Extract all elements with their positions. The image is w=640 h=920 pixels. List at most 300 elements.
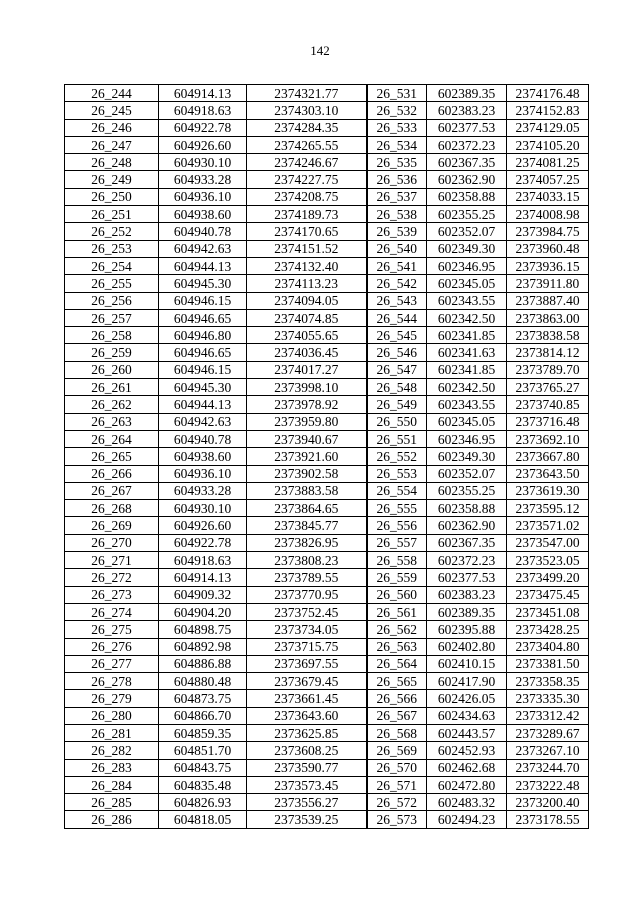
y-coordinate-left: 2373998.10 <box>247 379 367 396</box>
x-coordinate-left: 604926.60 <box>159 136 247 153</box>
table-row <box>65 552 589 569</box>
table-row <box>65 344 589 361</box>
point-id-right: 26_564 <box>367 655 427 672</box>
point-id-left: 26_248 <box>65 154 159 171</box>
y-coordinate-right: 2373335.30 <box>507 690 589 707</box>
x-coordinate-right: 602345.05 <box>427 275 507 292</box>
point-id-left: 26_266 <box>65 465 159 482</box>
y-coordinate-left: 2374036.45 <box>247 344 367 361</box>
x-coordinate-left: 604946.65 <box>159 344 247 361</box>
x-coordinate-left: 604944.13 <box>159 257 247 274</box>
x-coordinate-right: 602367.35 <box>427 534 507 551</box>
coordinates-table <box>64 84 589 829</box>
point-id-right: 26_536 <box>367 171 427 188</box>
point-id-right: 26_560 <box>367 586 427 603</box>
table-row <box>65 742 589 759</box>
table-row <box>65 673 589 690</box>
point-id-right: 26_566 <box>367 690 427 707</box>
y-coordinate-left: 2374208.75 <box>247 188 367 205</box>
table-row <box>65 102 589 119</box>
x-coordinate-right: 602342.50 <box>427 379 507 396</box>
x-coordinate-right: 602377.53 <box>427 119 507 136</box>
y-coordinate-left: 2374151.52 <box>247 240 367 257</box>
x-coordinate-right: 602343.55 <box>427 292 507 309</box>
x-coordinate-right: 602358.88 <box>427 500 507 517</box>
table-row <box>65 240 589 257</box>
x-coordinate-left: 604942.63 <box>159 413 247 430</box>
point-id-left: 26_244 <box>65 85 159 102</box>
y-coordinate-left: 2373643.60 <box>247 707 367 724</box>
point-id-right: 26_543 <box>367 292 427 309</box>
x-coordinate-right: 602355.25 <box>427 206 507 223</box>
point-id-right: 26_540 <box>367 240 427 257</box>
x-coordinate-right: 602452.93 <box>427 742 507 759</box>
page-number: 142 <box>310 43 330 58</box>
table-row <box>65 586 589 603</box>
table-row <box>65 309 589 326</box>
y-coordinate-right: 2373863.00 <box>507 309 589 326</box>
x-coordinate-left: 604918.63 <box>159 102 247 119</box>
y-coordinate-right: 2373692.10 <box>507 430 589 447</box>
y-coordinate-right: 2373571.02 <box>507 517 589 534</box>
x-coordinate-left: 604880.48 <box>159 673 247 690</box>
point-id-right: 26_550 <box>367 413 427 430</box>
x-coordinate-right: 602362.90 <box>427 517 507 534</box>
x-coordinate-right: 602410.15 <box>427 655 507 672</box>
y-coordinate-left: 2373959.80 <box>247 413 367 430</box>
x-coordinate-right: 602377.53 <box>427 569 507 586</box>
table-row <box>65 413 589 430</box>
y-coordinate-right: 2374129.05 <box>507 119 589 136</box>
y-coordinate-right: 2374033.15 <box>507 188 589 205</box>
point-id-left: 26_257 <box>65 309 159 326</box>
x-coordinate-left: 604922.78 <box>159 534 247 551</box>
y-coordinate-left: 2373921.60 <box>247 448 367 465</box>
point-id-left: 26_259 <box>65 344 159 361</box>
table-row <box>65 379 589 396</box>
table-row <box>65 327 589 344</box>
table-row <box>65 724 589 741</box>
x-coordinate-left: 604938.60 <box>159 448 247 465</box>
y-coordinate-right: 2373789.70 <box>507 361 589 378</box>
point-id-left: 26_258 <box>65 327 159 344</box>
point-id-right: 26_551 <box>367 430 427 447</box>
point-id-right: 26_547 <box>367 361 427 378</box>
point-id-right: 26_537 <box>367 188 427 205</box>
y-coordinate-right: 2374057.25 <box>507 171 589 188</box>
x-coordinate-right: 602352.07 <box>427 223 507 240</box>
table-row <box>65 534 589 551</box>
y-coordinate-right: 2373960.48 <box>507 240 589 257</box>
x-coordinate-right: 602434.63 <box>427 707 507 724</box>
x-coordinate-left: 604892.98 <box>159 638 247 655</box>
table-row <box>65 500 589 517</box>
point-id-right: 26_554 <box>367 482 427 499</box>
x-coordinate-right: 602383.23 <box>427 586 507 603</box>
point-id-right: 26_544 <box>367 309 427 326</box>
point-id-left: 26_263 <box>65 413 159 430</box>
table-row <box>65 171 589 188</box>
x-coordinate-left: 604946.65 <box>159 309 247 326</box>
table-row <box>65 482 589 499</box>
y-coordinate-left: 2373752.45 <box>247 603 367 620</box>
point-id-left: 26_261 <box>65 379 159 396</box>
point-id-right: 26_573 <box>367 811 427 828</box>
y-coordinate-left: 2373808.23 <box>247 552 367 569</box>
point-id-right: 26_556 <box>367 517 427 534</box>
x-coordinate-right: 602342.50 <box>427 309 507 326</box>
x-coordinate-right: 602352.07 <box>427 465 507 482</box>
y-coordinate-left: 2374265.55 <box>247 136 367 153</box>
point-id-right: 26_538 <box>367 206 427 223</box>
point-id-left: 26_274 <box>65 603 159 620</box>
point-id-right: 26_570 <box>367 759 427 776</box>
point-id-left: 26_286 <box>65 811 159 828</box>
y-coordinate-right: 2374105.20 <box>507 136 589 153</box>
point-id-right: 26_561 <box>367 603 427 620</box>
point-id-right: 26_531 <box>367 85 427 102</box>
point-id-left: 26_272 <box>65 569 159 586</box>
x-coordinate-left: 604940.78 <box>159 223 247 240</box>
table-row <box>65 569 589 586</box>
table-row <box>65 794 589 811</box>
point-id-left: 26_278 <box>65 673 159 690</box>
y-coordinate-left: 2374170.65 <box>247 223 367 240</box>
point-id-right: 26_545 <box>367 327 427 344</box>
table-row <box>65 292 589 309</box>
x-coordinate-left: 604818.05 <box>159 811 247 828</box>
y-coordinate-left: 2373734.05 <box>247 621 367 638</box>
point-id-left: 26_251 <box>65 206 159 223</box>
point-id-left: 26_268 <box>65 500 159 517</box>
table-row <box>65 85 589 102</box>
y-coordinate-left: 2373864.65 <box>247 500 367 517</box>
point-id-left: 26_260 <box>65 361 159 378</box>
x-coordinate-left: 604873.75 <box>159 690 247 707</box>
y-coordinate-right: 2373595.12 <box>507 500 589 517</box>
point-id-left: 26_252 <box>65 223 159 240</box>
y-coordinate-right: 2373911.80 <box>507 275 589 292</box>
x-coordinate-right: 602395.88 <box>427 621 507 638</box>
table-row <box>65 275 589 292</box>
table-row <box>65 257 589 274</box>
x-coordinate-left: 604946.15 <box>159 292 247 309</box>
y-coordinate-right: 2373643.50 <box>507 465 589 482</box>
point-id-right: 26_558 <box>367 552 427 569</box>
x-coordinate-left: 604945.30 <box>159 275 247 292</box>
y-coordinate-left: 2373826.95 <box>247 534 367 551</box>
y-coordinate-left: 2374017.27 <box>247 361 367 378</box>
point-id-right: 26_557 <box>367 534 427 551</box>
y-coordinate-left: 2374055.65 <box>247 327 367 344</box>
y-coordinate-left: 2373789.55 <box>247 569 367 586</box>
x-coordinate-right: 602389.35 <box>427 603 507 620</box>
table-row <box>65 638 589 655</box>
x-coordinate-right: 602494.23 <box>427 811 507 828</box>
y-coordinate-left: 2373573.45 <box>247 776 367 793</box>
x-coordinate-left: 604936.10 <box>159 465 247 482</box>
point-id-right: 26_541 <box>367 257 427 274</box>
x-coordinate-left: 604859.35 <box>159 724 247 741</box>
y-coordinate-right: 2373547.00 <box>507 534 589 551</box>
y-coordinate-right: 2373740.85 <box>507 396 589 413</box>
y-coordinate-right: 2373838.58 <box>507 327 589 344</box>
x-coordinate-left: 604914.13 <box>159 85 247 102</box>
table-row <box>65 621 589 638</box>
x-coordinate-left: 604843.75 <box>159 759 247 776</box>
x-coordinate-right: 602443.57 <box>427 724 507 741</box>
x-coordinate-left: 604946.15 <box>159 361 247 378</box>
point-id-left: 26_273 <box>65 586 159 603</box>
point-id-left: 26_269 <box>65 517 159 534</box>
point-id-right: 26_552 <box>367 448 427 465</box>
y-coordinate-right: 2373765.27 <box>507 379 589 396</box>
x-coordinate-left: 604898.75 <box>159 621 247 638</box>
point-id-left: 26_271 <box>65 552 159 569</box>
table-row <box>65 188 589 205</box>
x-coordinate-right: 602483.32 <box>427 794 507 811</box>
x-coordinate-left: 604942.63 <box>159 240 247 257</box>
x-coordinate-right: 602341.63 <box>427 344 507 361</box>
point-id-left: 26_283 <box>65 759 159 776</box>
x-coordinate-right: 602389.35 <box>427 85 507 102</box>
y-coordinate-right: 2373404.80 <box>507 638 589 655</box>
y-coordinate-right: 2374176.48 <box>507 85 589 102</box>
y-coordinate-left: 2374189.73 <box>247 206 367 223</box>
point-id-right: 26_559 <box>367 569 427 586</box>
x-coordinate-right: 602426.05 <box>427 690 507 707</box>
y-coordinate-left: 2373539.25 <box>247 811 367 828</box>
table-row <box>65 465 589 482</box>
y-coordinate-left: 2373556.27 <box>247 794 367 811</box>
x-coordinate-right: 602341.85 <box>427 361 507 378</box>
y-coordinate-right: 2373523.05 <box>507 552 589 569</box>
point-id-left: 26_254 <box>65 257 159 274</box>
x-coordinate-right: 602402.80 <box>427 638 507 655</box>
x-coordinate-right: 602462.68 <box>427 759 507 776</box>
point-id-right: 26_546 <box>367 344 427 361</box>
point-id-left: 26_246 <box>65 119 159 136</box>
y-coordinate-right: 2373451.08 <box>507 603 589 620</box>
table-row <box>65 603 589 620</box>
point-id-left: 26_280 <box>65 707 159 724</box>
y-coordinate-left: 2374227.75 <box>247 171 367 188</box>
x-coordinate-left: 604835.48 <box>159 776 247 793</box>
y-coordinate-left: 2374132.40 <box>247 257 367 274</box>
y-coordinate-left: 2373697.55 <box>247 655 367 672</box>
y-coordinate-left: 2373590.77 <box>247 759 367 776</box>
y-coordinate-right: 2373312.42 <box>507 707 589 724</box>
point-id-left: 26_270 <box>65 534 159 551</box>
point-id-left: 26_253 <box>65 240 159 257</box>
y-coordinate-left: 2373883.58 <box>247 482 367 499</box>
y-coordinate-left: 2373608.25 <box>247 742 367 759</box>
y-coordinate-right: 2373428.25 <box>507 621 589 638</box>
x-coordinate-right: 602349.30 <box>427 448 507 465</box>
y-coordinate-right: 2373814.12 <box>507 344 589 361</box>
point-id-left: 26_275 <box>65 621 159 638</box>
point-id-right: 26_568 <box>367 724 427 741</box>
y-coordinate-right: 2374008.98 <box>507 206 589 223</box>
point-id-right: 26_542 <box>367 275 427 292</box>
point-id-left: 26_284 <box>65 776 159 793</box>
table-row <box>65 361 589 378</box>
table-row <box>65 517 589 534</box>
y-coordinate-left: 2374113.23 <box>247 275 367 292</box>
y-coordinate-right: 2373358.35 <box>507 673 589 690</box>
x-coordinate-right: 602372.23 <box>427 552 507 569</box>
point-id-left: 26_265 <box>65 448 159 465</box>
y-coordinate-left: 2373661.45 <box>247 690 367 707</box>
x-coordinate-left: 604904.20 <box>159 603 247 620</box>
x-coordinate-left: 604940.78 <box>159 430 247 447</box>
point-id-right: 26_549 <box>367 396 427 413</box>
y-coordinate-right: 2373887.40 <box>507 292 589 309</box>
x-coordinate-left: 604851.70 <box>159 742 247 759</box>
y-coordinate-left: 2374284.35 <box>247 119 367 136</box>
x-coordinate-left: 604922.78 <box>159 119 247 136</box>
x-coordinate-left: 604936.10 <box>159 188 247 205</box>
y-coordinate-left: 2373625.85 <box>247 724 367 741</box>
point-id-right: 26_539 <box>367 223 427 240</box>
y-coordinate-left: 2374246.67 <box>247 154 367 171</box>
point-id-left: 26_285 <box>65 794 159 811</box>
point-id-right: 26_535 <box>367 154 427 171</box>
point-id-right: 26_533 <box>367 119 427 136</box>
point-id-left: 26_264 <box>65 430 159 447</box>
x-coordinate-right: 602355.25 <box>427 482 507 499</box>
point-id-left: 26_255 <box>65 275 159 292</box>
y-coordinate-left: 2374074.85 <box>247 309 367 326</box>
table-row <box>65 811 589 828</box>
y-coordinate-right: 2374081.25 <box>507 154 589 171</box>
point-id-right: 26_532 <box>367 102 427 119</box>
x-coordinate-right: 602345.05 <box>427 413 507 430</box>
point-id-right: 26_571 <box>367 776 427 793</box>
y-coordinate-right: 2374152.83 <box>507 102 589 119</box>
x-coordinate-left: 604866.70 <box>159 707 247 724</box>
table-row <box>65 206 589 223</box>
x-coordinate-left: 604886.88 <box>159 655 247 672</box>
x-coordinate-left: 604926.60 <box>159 517 247 534</box>
x-coordinate-left: 604826.93 <box>159 794 247 811</box>
table-row <box>65 759 589 776</box>
y-coordinate-right: 2373936.15 <box>507 257 589 274</box>
table-row <box>65 430 589 447</box>
coordinates-table-body <box>65 85 589 829</box>
table-row <box>65 223 589 240</box>
point-id-left: 26_249 <box>65 171 159 188</box>
y-coordinate-left: 2374321.77 <box>247 85 367 102</box>
y-coordinate-right: 2373667.80 <box>507 448 589 465</box>
y-coordinate-right: 2373222.48 <box>507 776 589 793</box>
point-id-left: 26_281 <box>65 724 159 741</box>
point-id-left: 26_267 <box>65 482 159 499</box>
x-coordinate-left: 604944.13 <box>159 396 247 413</box>
point-id-left: 26_245 <box>65 102 159 119</box>
x-coordinate-right: 602367.35 <box>427 154 507 171</box>
x-coordinate-left: 604938.60 <box>159 206 247 223</box>
x-coordinate-right: 602341.85 <box>427 327 507 344</box>
x-coordinate-left: 604946.80 <box>159 327 247 344</box>
y-coordinate-left: 2373940.67 <box>247 430 367 447</box>
x-coordinate-right: 602417.90 <box>427 673 507 690</box>
table-row <box>65 396 589 413</box>
x-coordinate-left: 604918.63 <box>159 552 247 569</box>
point-id-left: 26_247 <box>65 136 159 153</box>
x-coordinate-left: 604914.13 <box>159 569 247 586</box>
x-coordinate-left: 604930.10 <box>159 154 247 171</box>
x-coordinate-right: 602349.30 <box>427 240 507 257</box>
table-row <box>65 136 589 153</box>
y-coordinate-right: 2373716.48 <box>507 413 589 430</box>
table-row <box>65 448 589 465</box>
y-coordinate-right: 2373267.10 <box>507 742 589 759</box>
y-coordinate-right: 2373289.67 <box>507 724 589 741</box>
point-id-left: 26_262 <box>65 396 159 413</box>
y-coordinate-left: 2374303.10 <box>247 102 367 119</box>
y-coordinate-right: 2373619.30 <box>507 482 589 499</box>
y-coordinate-left: 2373715.75 <box>247 638 367 655</box>
y-coordinate-right: 2373984.75 <box>507 223 589 240</box>
y-coordinate-right: 2373200.40 <box>507 794 589 811</box>
point-id-right: 26_569 <box>367 742 427 759</box>
x-coordinate-right: 602383.23 <box>427 102 507 119</box>
x-coordinate-right: 602362.90 <box>427 171 507 188</box>
point-id-right: 26_553 <box>367 465 427 482</box>
y-coordinate-right: 2373244.70 <box>507 759 589 776</box>
x-coordinate-left: 604930.10 <box>159 500 247 517</box>
point-id-right: 26_562 <box>367 621 427 638</box>
y-coordinate-right: 2373381.50 <box>507 655 589 672</box>
table-row <box>65 690 589 707</box>
table-row <box>65 119 589 136</box>
table-row <box>65 655 589 672</box>
point-id-right: 26_567 <box>367 707 427 724</box>
table-row <box>65 154 589 171</box>
table-row <box>65 776 589 793</box>
x-coordinate-left: 604945.30 <box>159 379 247 396</box>
point-id-left: 26_256 <box>65 292 159 309</box>
point-id-left: 26_276 <box>65 638 159 655</box>
x-coordinate-right: 602358.88 <box>427 188 507 205</box>
y-coordinate-left: 2373845.77 <box>247 517 367 534</box>
point-id-left: 26_279 <box>65 690 159 707</box>
point-id-right: 26_555 <box>367 500 427 517</box>
y-coordinate-left: 2373770.95 <box>247 586 367 603</box>
table-row <box>65 707 589 724</box>
point-id-right: 26_572 <box>367 794 427 811</box>
point-id-right: 26_563 <box>367 638 427 655</box>
y-coordinate-left: 2373679.45 <box>247 673 367 690</box>
x-coordinate-left: 604933.28 <box>159 482 247 499</box>
y-coordinate-left: 2374094.05 <box>247 292 367 309</box>
point-id-left: 26_282 <box>65 742 159 759</box>
point-id-left: 26_250 <box>65 188 159 205</box>
y-coordinate-right: 2373475.45 <box>507 586 589 603</box>
point-id-right: 26_534 <box>367 136 427 153</box>
y-coordinate-left: 2373902.58 <box>247 465 367 482</box>
x-coordinate-right: 602472.80 <box>427 776 507 793</box>
point-id-right: 26_565 <box>367 673 427 690</box>
x-coordinate-left: 604933.28 <box>159 171 247 188</box>
point-id-right: 26_548 <box>367 379 427 396</box>
point-id-left: 26_277 <box>65 655 159 672</box>
y-coordinate-right: 2373178.55 <box>507 811 589 828</box>
x-coordinate-left: 604909.32 <box>159 586 247 603</box>
x-coordinate-right: 602372.23 <box>427 136 507 153</box>
x-coordinate-right: 602346.95 <box>427 430 507 447</box>
